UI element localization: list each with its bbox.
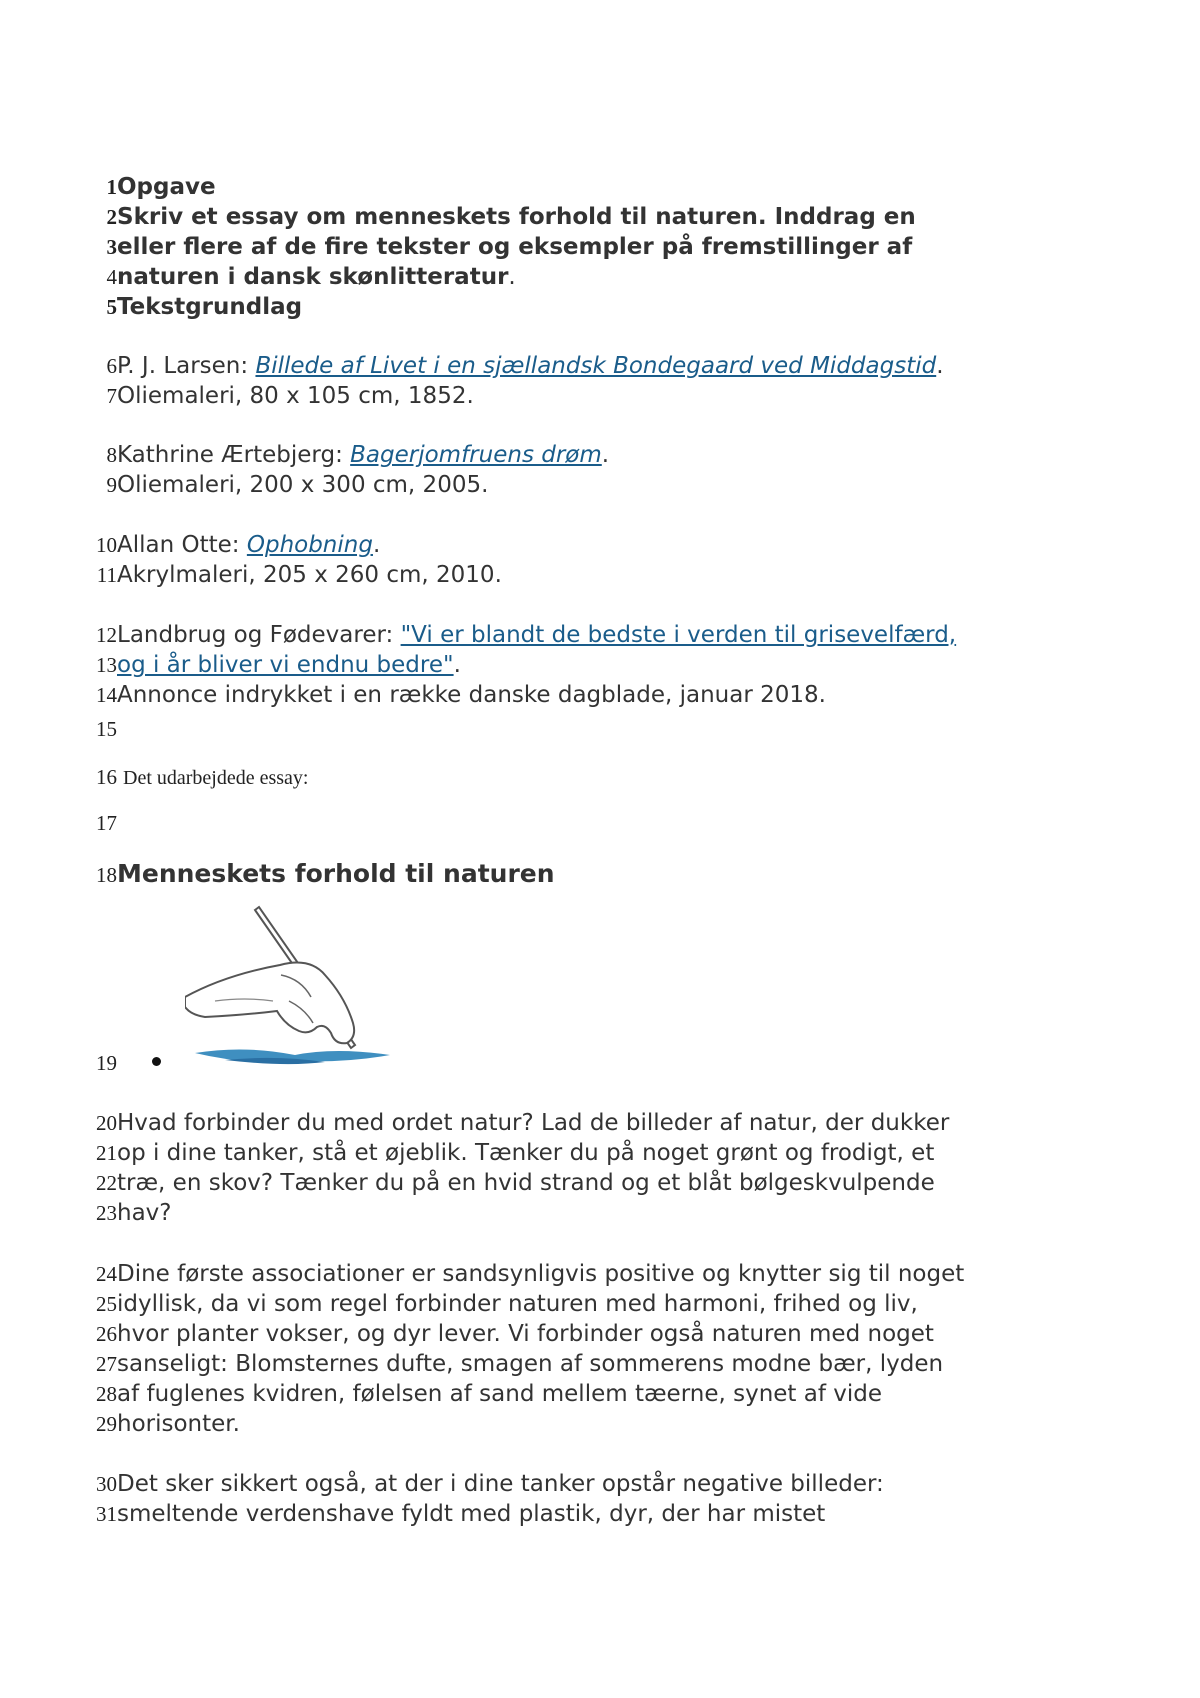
line-number: 19 xyxy=(96,1051,117,1075)
line-number: 8 xyxy=(106,443,117,467)
line-number: 21 xyxy=(96,1141,117,1165)
essay-label: Det udarbejdede essay: xyxy=(123,767,309,789)
empty-line xyxy=(92,714,117,745)
empty-line xyxy=(92,808,117,839)
source-link[interactable]: og i år bliver vi endnu bedre" xyxy=(117,652,454,678)
line-number: 7 xyxy=(106,384,117,408)
essay-line: 23hav? xyxy=(92,1198,172,1229)
source-link[interactable]: Billede af Livet i en sjællandsk Bondegaard ved Middagstid xyxy=(255,353,937,379)
line-number: 9 xyxy=(106,473,117,497)
essay-line: 26hvor planter vokser, og dyr lever. Vi forbinder også naturen med noget xyxy=(92,1319,934,1350)
source-item: 12Landbrug og Fødevarer: "Vi er blandt de bedste i verden til grisevelfærd, xyxy=(92,620,956,651)
line-number: 16 xyxy=(96,765,117,789)
essay-line: 30Det sker sikkert også, at der i dine tanker opstår negative billeder: xyxy=(92,1469,884,1500)
essay-line: 28af fuglenes kvidren, følelsen af sand mellem tæerne, synet af vide xyxy=(92,1379,882,1410)
line-number: 29 xyxy=(96,1412,117,1436)
line-number: 15 xyxy=(96,717,117,741)
task-prompt-line: 3eller flere af de fire tekster og eksempler på fremstillinger af xyxy=(92,232,912,263)
line-number: 20 xyxy=(96,1111,117,1135)
source-item-cont: 13og i år bliver vi endnu bedre". xyxy=(92,650,461,681)
line-number: 10 xyxy=(96,533,117,557)
text-basis-heading: 5Tekstgrundlag xyxy=(92,292,302,323)
line-number: 3 xyxy=(106,235,117,259)
bullet-icon xyxy=(152,1057,161,1066)
line-number: 11 xyxy=(96,563,117,587)
essay-label-line xyxy=(92,762,308,793)
line-number: 18 xyxy=(96,863,117,887)
essay-title-line xyxy=(92,858,555,889)
essay-title: Menneskets forhold til naturen xyxy=(117,859,555,888)
line-number: 2 xyxy=(106,205,117,229)
line-number: 5 xyxy=(106,295,117,319)
source-details: 11Akrylmaleri, 205 x 260 cm, 2010. xyxy=(92,560,502,591)
drawing-line xyxy=(92,1048,117,1079)
essay-line: 20Hvad forbinder du med ordet natur? Lad de billeder af natur, der dukker xyxy=(92,1108,949,1139)
task-prompt-line: 2Skriv et essay om menneskets forhold til naturen. Inddrag en xyxy=(92,202,916,233)
source-item: 10Allan Otte: Ophobning. xyxy=(92,530,380,561)
essay-line: 31smeltende verdenshave fyldt med plastik, dyr, der har mistet xyxy=(92,1499,825,1530)
task-heading-line xyxy=(92,172,216,203)
essay-line: 24Dine første associationer er sandsynligvis positive og knytter sig til noget xyxy=(92,1259,964,1290)
source-details: 7Oliemaleri, 80 x 105 cm, 1852. xyxy=(92,381,474,412)
source-details: 14Annonce indrykket i en række danske dagblade, januar 2018. xyxy=(92,680,826,711)
essay-line: 25idyllisk, da vi som regel forbinder naturen med harmoni, frihed og liv, xyxy=(92,1289,918,1320)
source-item: 6P. J. Larsen: Billede af Livet i en sjællandsk Bondegaard ved Middagstid. xyxy=(92,351,944,382)
source-link[interactable]: Ophobning xyxy=(246,532,373,558)
hand-writing-pen-icon xyxy=(185,905,405,1070)
line-number: 24 xyxy=(96,1262,117,1286)
line-number: 17 xyxy=(96,811,117,835)
task-heading: Opgave xyxy=(117,174,216,200)
line-number: 31 xyxy=(96,1502,117,1526)
essay-line: 29horisonter. xyxy=(92,1409,240,1440)
line-number: 1 xyxy=(106,175,117,199)
line-number: 14 xyxy=(96,683,117,707)
line-number: 13 xyxy=(96,653,117,677)
line-number: 4 xyxy=(106,265,117,289)
line-number: 22 xyxy=(96,1171,117,1195)
line-number: 26 xyxy=(96,1322,117,1346)
line-number: 27 xyxy=(96,1352,117,1376)
source-link[interactable]: Bagerjomfruens drøm xyxy=(350,442,602,468)
line-number: 6 xyxy=(106,354,117,378)
line-number: 12 xyxy=(96,623,117,647)
line-number: 28 xyxy=(96,1382,117,1406)
essay-line: 27sanseligt: Blomsternes dufte, smagen af sommerens modne bær, lyden xyxy=(92,1349,943,1380)
line-number: 23 xyxy=(96,1201,117,1225)
task-prompt-line: 4naturen i dansk skønlitteratur. xyxy=(92,262,516,293)
line-number: 30 xyxy=(96,1472,117,1496)
essay-line: 22træ, en skov? Tænker du på en hvid strand og et blåt bølgeskvulpende xyxy=(92,1168,935,1199)
source-link[interactable]: "Vi er blandt de bedste i verden til grisevelfærd, xyxy=(400,622,957,648)
source-details: 9Oliemaleri, 200 x 300 cm, 2005. xyxy=(92,470,488,501)
line-number: 25 xyxy=(96,1292,117,1316)
essay-line: 21op i dine tanker, stå et øjeblik. Tænker du på noget grønt og frodigt, et xyxy=(92,1138,934,1169)
source-item: 8Kathrine Ærtebjerg: Bagerjomfruens drøm. xyxy=(92,440,609,471)
